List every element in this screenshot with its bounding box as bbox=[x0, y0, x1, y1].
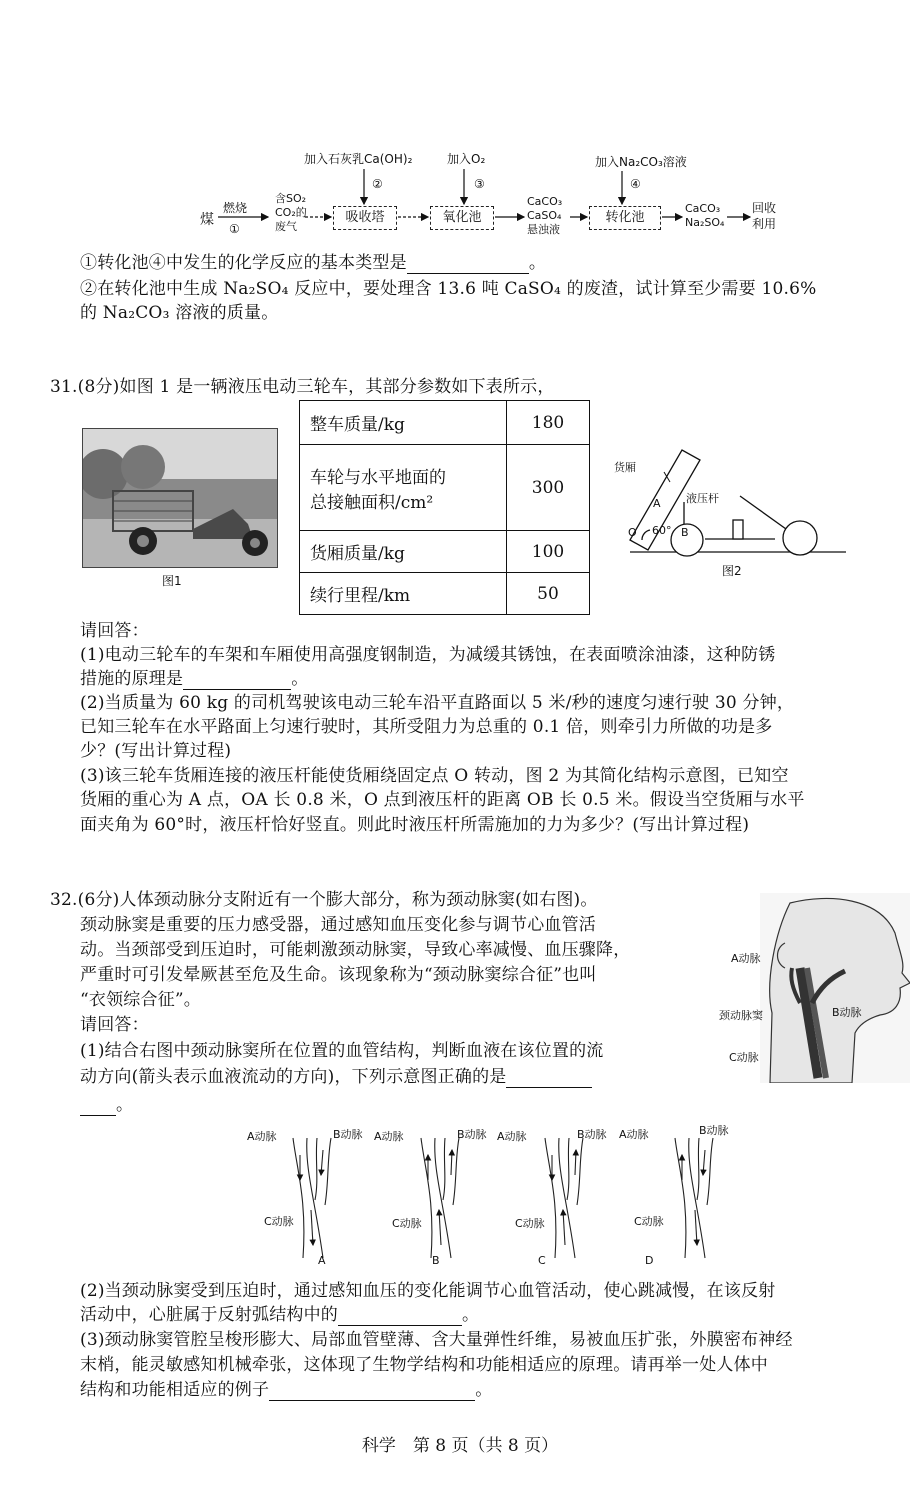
q32-answer-blank-3[interactable] bbox=[269, 1384, 475, 1401]
fig1-caption: 图1 bbox=[162, 574, 182, 588]
flow-step-3: ③ bbox=[474, 177, 485, 191]
q31-p1b: 措施的原理是 。 bbox=[80, 669, 309, 689]
flow-label-oxygen: 加入O₂ bbox=[447, 152, 486, 166]
spec-row-range bbox=[300, 573, 590, 615]
tricycle-spec-table bbox=[299, 400, 590, 615]
fig2-label-o: O bbox=[628, 526, 637, 539]
tricycle-photo bbox=[82, 428, 278, 568]
q30-line2: ②在转化池中生成 Na₂SO₄ 反应中，要处理含 13.6 吨 CaSO₄ 的废渣，试计算至少需要 10.6% bbox=[80, 279, 817, 299]
q32-p2a: (2)当颈动脉窦受到压迫时，通过感知血压的变化能调节心血管活动，使心跳减慢，在该反射 bbox=[80, 1281, 776, 1301]
flow-recycle: 回收 利用 bbox=[752, 201, 777, 231]
option-c-label-b: B动脉 bbox=[577, 1128, 607, 1141]
fig2-label-a: A bbox=[653, 497, 661, 510]
flow-coal: 煤 bbox=[200, 212, 214, 228]
flow-gas: 含SO₂ CO₂的 废气 bbox=[275, 192, 307, 233]
fig2-caption: 图2 bbox=[722, 564, 742, 578]
fig2-drawing bbox=[600, 440, 860, 570]
q32-line1: 32.(6分)人体颈动脉分支附近有一个膨大部分，称为颈动脉窦(如右图)。 bbox=[50, 890, 598, 910]
neck-label-b: B动脉 bbox=[832, 1006, 862, 1019]
fig2-label-b: B bbox=[681, 526, 689, 539]
q32-p2b: 活动中，心脏属于反射弧结构中的 。 bbox=[80, 1305, 480, 1325]
flow-burn: 燃烧 bbox=[223, 201, 248, 215]
q32-answer-blank-1[interactable] bbox=[506, 1071, 592, 1088]
flow-step-4: ④ bbox=[630, 177, 641, 191]
q31-heading: 31.(8分)如图 1 是一辆液压电动三轮车，其部分参数如下表所示， bbox=[50, 377, 555, 397]
spec-key: 车轮与水平地面的 总接触面积/cm² bbox=[300, 445, 507, 531]
page-footer: 科学 第 8 页（共 8 页） bbox=[361, 1436, 559, 1456]
fig2-label-rod: 液压杆 bbox=[686, 492, 719, 505]
option-b-label-c: C动脉 bbox=[392, 1217, 422, 1230]
q31-p3b: 货厢的重心为 A 点，OA 长 0.8 米，O 点到液压杆的距离 OB 长 0.5 米。假设当空货厢与水平 bbox=[80, 790, 805, 810]
spec-key: 货厢质量/kg bbox=[300, 531, 507, 573]
option-c-label-c: C动脉 bbox=[515, 1217, 545, 1230]
q32-line5: “衣领综合征”。 bbox=[80, 990, 201, 1010]
q32-p1a: (1)结合右图中颈动脉窦所在位置的血管结构，判断血液在该位置的流 bbox=[80, 1041, 604, 1061]
spec-value: 100 bbox=[507, 531, 590, 573]
q32-ask: 请回答： bbox=[80, 1015, 149, 1035]
option-c-label-a: A动脉 bbox=[497, 1130, 527, 1143]
option-b-label-b: B动脉 bbox=[457, 1128, 487, 1141]
flow-box-absorber: 吸收塔 bbox=[333, 206, 397, 230]
flow-box-converter: 转化池 bbox=[589, 206, 661, 230]
neck-drawing bbox=[760, 893, 910, 1083]
q30-line3: 的 Na₂CO₃ 溶液的质量。 bbox=[80, 303, 279, 323]
q30-answer-blank-1[interactable] bbox=[407, 257, 529, 274]
flow-box-oxidizer: 氧化池 bbox=[430, 206, 494, 230]
option-d-label-a: A动脉 bbox=[619, 1128, 649, 1141]
neck-label-sinus: 颈动脉窦 bbox=[719, 1009, 763, 1022]
neck-label-c: C动脉 bbox=[729, 1051, 759, 1064]
option-a-letter: A bbox=[318, 1254, 326, 1267]
q32-p3b: 末梢，能灵敏感知机械牵张，这体现了生物学结构和功能相适应的原理。请再举一处人体中 bbox=[80, 1355, 768, 1375]
neck-label-a: A动脉 bbox=[731, 952, 761, 965]
flow-burn-num: ① bbox=[229, 222, 240, 236]
flow-step-2: ② bbox=[372, 177, 383, 191]
spec-key: 续行里程/km bbox=[300, 573, 507, 615]
flow-arrows bbox=[0, 0, 920, 250]
option-a-label-b: B动脉 bbox=[333, 1128, 363, 1141]
q31-p3a: (3)该三轮车货厢连接的液压杆能使货厢绕固定点 O 转动，图 2 为其简化结构示意图，已知空 bbox=[80, 766, 789, 786]
q32-line3: 动。当颈部受到压迫时，可能刺激颈动脉窦，导致心率减慢、血压骤降， bbox=[80, 940, 631, 960]
spec-row-contact-area bbox=[300, 445, 590, 531]
q32-p3a: (3)颈动脉窦管腔呈梭形膨大、局部血管壁薄、含大量弹性纤维，易被血压扩张，外膜密布神经 bbox=[80, 1330, 793, 1350]
q31-p1a: (1)电动三轮车的车架和车厢使用高强度钢制造，为减缓其锈蚀，在表面喷涂油漆，这种防锈 bbox=[80, 645, 776, 665]
q32-line4: 严重时可引发晕厥甚至危及生命。该现象称为“颈动脉窦综合征”也叫 bbox=[80, 965, 597, 985]
option-c-letter: C bbox=[538, 1254, 546, 1267]
option-d-label-c: C动脉 bbox=[634, 1215, 664, 1228]
q32-p1b: 动方向(箭头表示血液流动的方向)，下列示意图正确的是 bbox=[80, 1066, 592, 1088]
tricycle-photo-graphic bbox=[83, 429, 277, 567]
q31-ask: 请回答： bbox=[80, 621, 149, 641]
q31-p3c: 面夹角为 60°时，液压杆恰好竖直。则此时液压杆所需施加的力为多少？(写出计算过程) bbox=[80, 815, 750, 835]
spec-value: 180 bbox=[507, 401, 590, 445]
fig2-label-angle: 60° bbox=[652, 524, 672, 537]
q31-p2b: 已知三轮车在水平路面上匀速行驶时，其所受阻力为总重的 0.1 倍，则牵引力所做的功是多 bbox=[80, 717, 773, 737]
spec-value: 50 bbox=[507, 573, 590, 615]
q31-p2c: 少？(写出计算过程) bbox=[80, 741, 232, 761]
flow-suspension: CaCO₃ CaSO₄ 悬浊液 bbox=[527, 195, 563, 236]
flow-products: CaCO₃ Na₂SO₄ bbox=[685, 202, 725, 229]
option-d-letter: D bbox=[645, 1254, 654, 1267]
q31-p2a: (2)当质量为 60 kg 的司机驾驶该电动三轮车沿平直路面以 5 米/秒的速度匀速行驶 30 分钟， bbox=[80, 693, 795, 713]
q32-answer-blank-2[interactable] bbox=[338, 1309, 462, 1326]
fig2-label-box: 货厢 bbox=[614, 461, 636, 474]
flow-label-lime: 加入石灰乳Ca(OH)₂ bbox=[304, 152, 413, 166]
spec-row-mass bbox=[300, 401, 590, 445]
flow-label-na2co3: 加入Na₂CO₃溶液 bbox=[595, 155, 687, 169]
q30-line1: ①转化池④中发生的化学反应的基本类型是 。 bbox=[80, 253, 547, 273]
q32-p1c: 。 bbox=[80, 1094, 133, 1116]
spec-value: 300 bbox=[507, 445, 590, 531]
option-a-label-a: A动脉 bbox=[247, 1130, 277, 1143]
q31-answer-blank-1[interactable] bbox=[183, 673, 291, 690]
option-d-label-b: B动脉 bbox=[699, 1124, 729, 1137]
spec-row-box-mass bbox=[300, 531, 590, 573]
q32-answer-blank-1b[interactable] bbox=[80, 1099, 116, 1116]
q32-p3c: 结构和功能相适应的例子 。 bbox=[80, 1380, 493, 1400]
option-a-label-c: C动脉 bbox=[264, 1215, 294, 1228]
spec-key: 整车质量/kg bbox=[300, 401, 507, 445]
option-b-label-a: A动脉 bbox=[374, 1130, 404, 1143]
option-b-letter: B bbox=[432, 1254, 440, 1267]
q32-line2: 颈动脉窦是重要的压力感受器，通过感知血压变化参与调节心血管活 bbox=[80, 915, 596, 935]
